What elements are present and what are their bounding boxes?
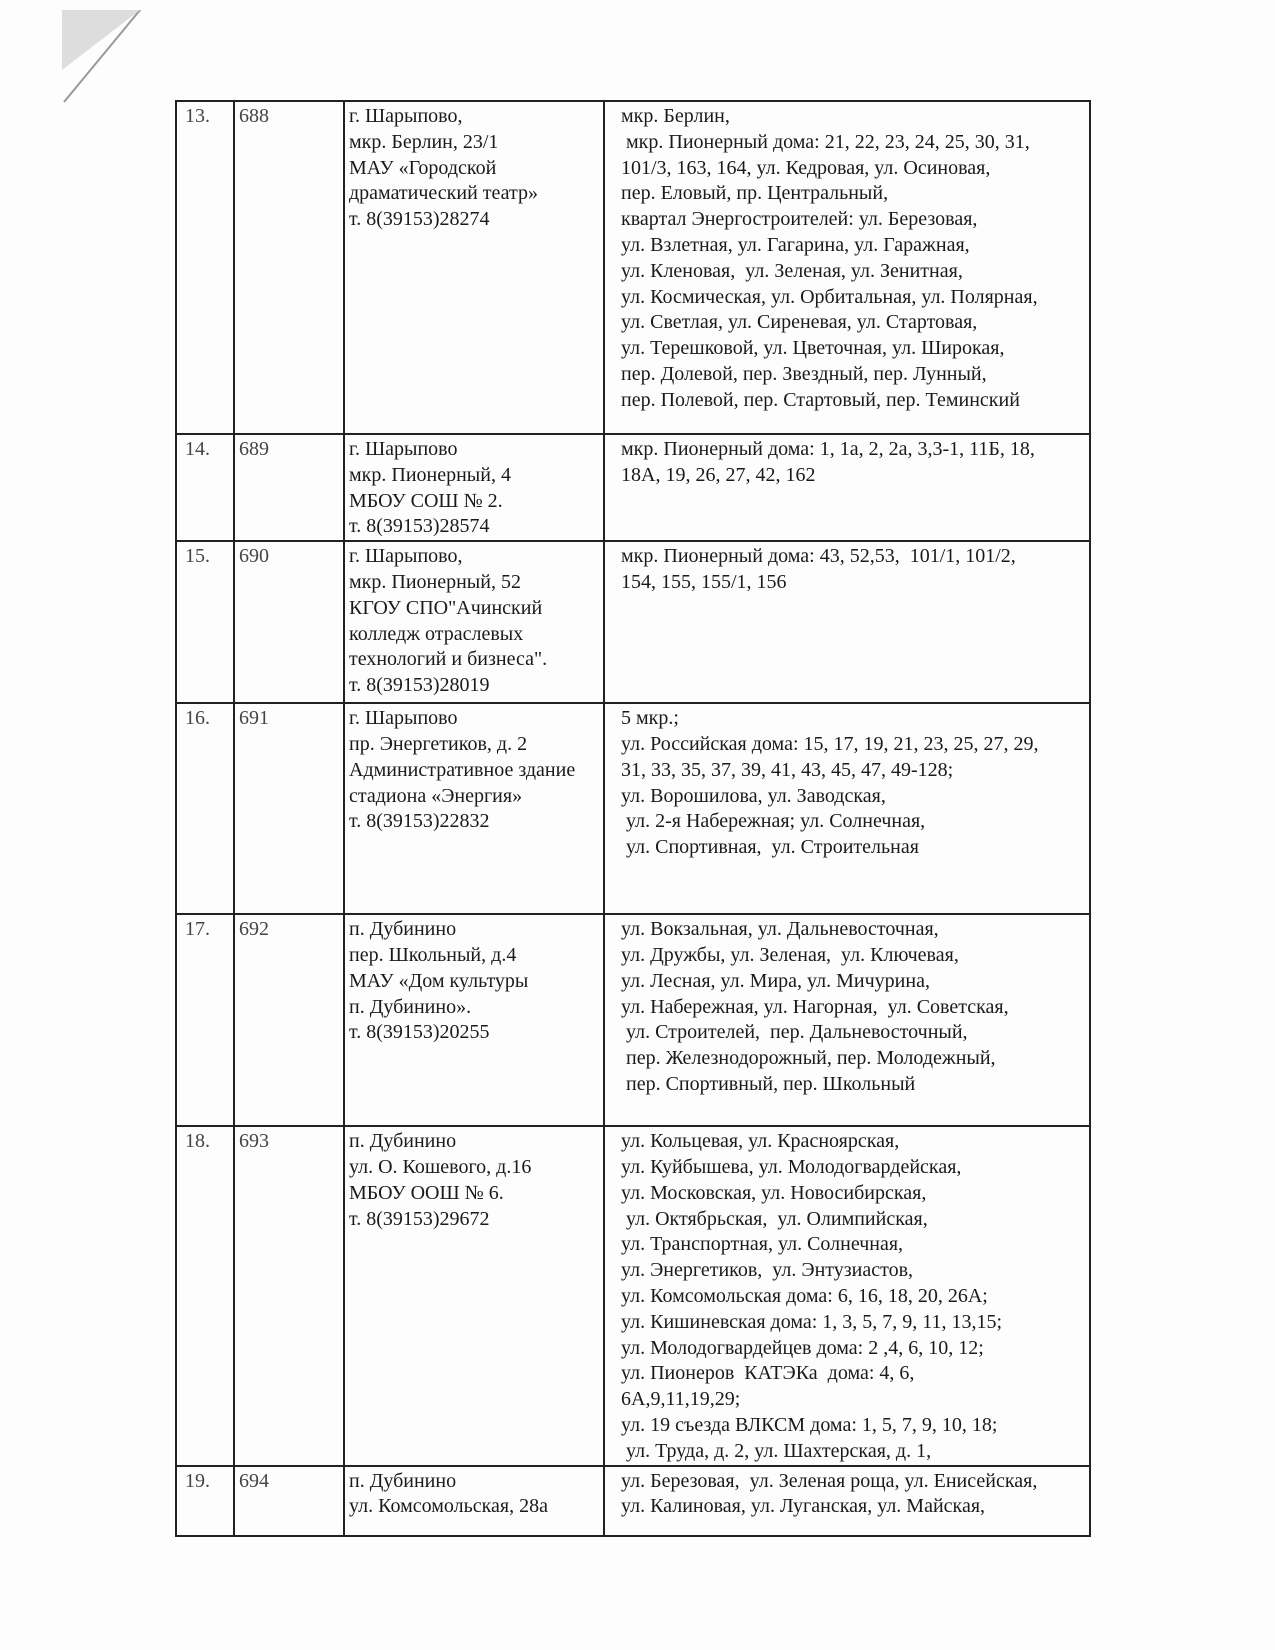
location-line: т. 8(39153)29672 bbox=[349, 1207, 490, 1230]
station-location bbox=[344, 541, 604, 703]
row-number: 15. bbox=[176, 541, 234, 703]
district-line: мкр. Пионерный дома: 21, 22, 23, 24, 25, 30, 31, bbox=[621, 130, 1030, 153]
polling-stations-table bbox=[175, 100, 1091, 1537]
district-line: ул. Кольцевая, ул. Красноярская, bbox=[621, 1130, 900, 1153]
station-location bbox=[344, 703, 604, 914]
district-line: ул. Кишиневская дома: 1, 3, 5, 7, 9, 11, 13,15; bbox=[621, 1310, 1003, 1333]
location-line: п. Дубинино bbox=[349, 918, 457, 941]
location-line: МАУ «Дом культуры bbox=[349, 969, 529, 992]
table-row bbox=[176, 1466, 1090, 1536]
location-line: пер. Школьный, д.4 bbox=[349, 943, 517, 966]
district-line: ул. Строителей, пер. Дальневосточный, bbox=[621, 1021, 968, 1044]
station-districts bbox=[604, 703, 1090, 914]
district-line: ул. Комсомольская дома: 6, 16, 18, 20, 26А; bbox=[621, 1284, 988, 1307]
district-line: ул. Труда, д. 2, ул. Шахтерская, д. 1, bbox=[621, 1439, 932, 1462]
district-line: ул. Космическая, ул. Орбитальная, ул. Полярная, bbox=[621, 285, 1038, 308]
district-line: 18А, 19, 26, 27, 42, 162 bbox=[621, 463, 816, 486]
district-line: ул. Светлая, ул. Сиреневая, ул. Стартовая, bbox=[621, 311, 978, 334]
district-line: ул. Березовая, ул. Зеленая роща, ул. Енисейская, bbox=[621, 1469, 1038, 1492]
location-line: г. Шарыпово bbox=[349, 438, 458, 460]
district-line: ул. Кленовая, ул. Зеленая, ул. Зенитная, bbox=[621, 259, 963, 282]
table-row bbox=[176, 914, 1090, 1126]
row-number: 16. bbox=[176, 703, 234, 914]
location-line: г. Шарыпово, bbox=[349, 545, 463, 568]
location-line: ул. О. Кошевого, д.16 bbox=[349, 1155, 532, 1178]
station-location bbox=[344, 1126, 604, 1465]
row-number: 18. bbox=[176, 1126, 234, 1465]
location-line: мкр. Пионерный, 4 bbox=[349, 463, 511, 486]
station-districts bbox=[604, 541, 1090, 703]
station-districts bbox=[604, 434, 1090, 541]
station-districts bbox=[604, 914, 1090, 1126]
location-line: мкр. Пионерный, 52 bbox=[349, 570, 521, 593]
district-line: пер. Еловый, пр. Центральный, bbox=[621, 182, 889, 205]
district-line: ул. Вокзальная, ул. Дальневосточная, bbox=[621, 918, 939, 941]
location-line: г. Шарыпово, bbox=[349, 105, 463, 127]
location-line: Административное здание bbox=[349, 758, 576, 781]
location-line: г. Шарыпово bbox=[349, 707, 458, 730]
location-line: стадиона «Энергия» bbox=[349, 784, 523, 807]
station-code: 694 bbox=[234, 1466, 344, 1536]
location-line: МАУ «Городской bbox=[349, 156, 497, 179]
location-line: мкр. Берлин, 23/1 bbox=[349, 130, 499, 153]
location-line: п. Дубинино». bbox=[349, 995, 472, 1018]
district-line: ул. Молодогвардейцев дома: 2 ,4, 6, 10, 12; bbox=[621, 1336, 984, 1359]
district-line: ул. Терешковой, ул. Цветочная, ул. Широкая, bbox=[621, 337, 1005, 360]
district-line: ул. Дружбы, ул. Зеленая, ул. Ключевая, bbox=[621, 943, 959, 966]
district-line: 154, 155, 155/1, 156 bbox=[621, 570, 787, 593]
district-line: ул. Куйбышева, ул. Молодогвардейская, bbox=[621, 1155, 962, 1178]
location-line: т. 8(39153)22832 bbox=[349, 810, 490, 833]
location-line: колледж отраслевых bbox=[349, 622, 524, 645]
district-line: ул. Набережная, ул. Нагорная, ул. Советская, bbox=[621, 995, 1009, 1018]
station-code: 692 bbox=[234, 914, 344, 1126]
district-line: пер. Полевой, пер. Стартовый, пер. Теминский bbox=[621, 388, 1020, 411]
district-line: ул. 19 съезда ВЛКСМ дома: 1, 5, 7, 9, 10, 18; bbox=[621, 1413, 998, 1436]
district-line: ул. Российская дома: 15, 17, 19, 21, 23, 25, 27, 29, bbox=[621, 732, 1039, 755]
district-line: ул. Взлетная, ул. Гагарина, ул. Гаражная, bbox=[621, 233, 970, 256]
district-line: ул. Московская, ул. Новосибирская, bbox=[621, 1181, 927, 1204]
district-line: мкр. Пионерный дома: 1, 1а, 2, 2а, 3,3-1, 11Б, 18, bbox=[621, 438, 1035, 460]
station-districts bbox=[604, 1126, 1090, 1465]
station-districts bbox=[604, 101, 1090, 434]
district-line: квартал Энергостроителей: ул. Березовая, bbox=[621, 208, 978, 231]
district-line: ул. Октябрьская, ул. Олимпийская, bbox=[621, 1207, 928, 1230]
table-row bbox=[176, 1126, 1090, 1465]
location-line: п. Дубинино bbox=[349, 1469, 457, 1492]
station-code: 688 bbox=[234, 101, 344, 434]
district-line: мкр. Берлин, bbox=[621, 105, 730, 127]
scan-corner-fold bbox=[62, 10, 142, 105]
location-line: МБОУ ООШ № 6. bbox=[349, 1181, 504, 1204]
table-row bbox=[176, 434, 1090, 541]
station-code: 691 bbox=[234, 703, 344, 914]
district-line: ул. 2-я Набережная; ул. Солнечная, bbox=[621, 810, 926, 833]
row-number: 19. bbox=[176, 1466, 234, 1536]
station-districts bbox=[604, 1466, 1090, 1536]
row-number: 17. bbox=[176, 914, 234, 1126]
location-line: КГОУ СПО"Ачинский bbox=[349, 596, 543, 619]
district-line: 6А,9,11,19,29; bbox=[621, 1388, 741, 1411]
district-line: ул. Транспортная, ул. Солнечная, bbox=[621, 1233, 904, 1256]
table-row bbox=[176, 541, 1090, 703]
station-location bbox=[344, 434, 604, 541]
district-line: ул. Калиновая, ул. Луганская, ул. Майская, bbox=[621, 1495, 986, 1518]
row-number: 13. bbox=[176, 101, 234, 434]
location-line: т. 8(39153)28274 bbox=[349, 208, 490, 231]
row-number: 14. bbox=[176, 434, 234, 541]
district-line: ул. Лесная, ул. Мира, ул. Мичурина, bbox=[621, 969, 930, 992]
district-line: 5 мкр.; bbox=[621, 707, 679, 730]
table-row bbox=[176, 703, 1090, 914]
station-location bbox=[344, 101, 604, 434]
district-line: пер. Спортивный, пер. Школьный bbox=[621, 1072, 916, 1095]
location-line: п. Дубинино bbox=[349, 1130, 457, 1153]
station-code: 693 bbox=[234, 1126, 344, 1465]
district-line: ул. Ворошилова, ул. Заводская, bbox=[621, 784, 886, 807]
station-code: 690 bbox=[234, 541, 344, 703]
location-line: т. 8(39153)20255 bbox=[349, 1021, 490, 1044]
location-line: т. 8(39153)28019 bbox=[349, 674, 490, 697]
district-line: 31, 33, 35, 37, 39, 41, 43, 45, 47, 49-128; bbox=[621, 758, 954, 781]
location-line: технологий и бизнеса". bbox=[349, 648, 548, 671]
station-location bbox=[344, 1466, 604, 1536]
district-line: мкр. Пионерный дома: 43, 52,53, 101/1, 101/2, bbox=[621, 545, 1016, 568]
district-line: ул. Энергетиков, ул. Энтузиастов, bbox=[621, 1259, 914, 1282]
district-line: 101/3, 163, 164, ул. Кедровая, ул. Осиновая, bbox=[621, 156, 991, 179]
district-line: ул. Спортивная, ул. Строительная bbox=[621, 836, 919, 859]
district-line: пер. Железнодорожный, пер. Молодежный, bbox=[621, 1047, 996, 1070]
station-code: 689 bbox=[234, 434, 344, 541]
district-line: ул. Пионеров КАТЭКа дома: 4, 6, bbox=[621, 1362, 915, 1385]
location-line: т. 8(39153)28574 bbox=[349, 515, 490, 538]
table-body bbox=[176, 101, 1090, 1536]
table-row bbox=[176, 101, 1090, 434]
location-line: МБОУ СОШ № 2. bbox=[349, 489, 503, 512]
station-location bbox=[344, 914, 604, 1126]
district-line: пер. Долевой, пер. Звездный, пер. Лунный, bbox=[621, 362, 987, 385]
location-line: драматический театр» bbox=[349, 182, 539, 205]
location-line: пр. Энергетиков, д. 2 bbox=[349, 732, 528, 755]
location-line: ул. Комсомольская, 28а bbox=[349, 1495, 548, 1518]
